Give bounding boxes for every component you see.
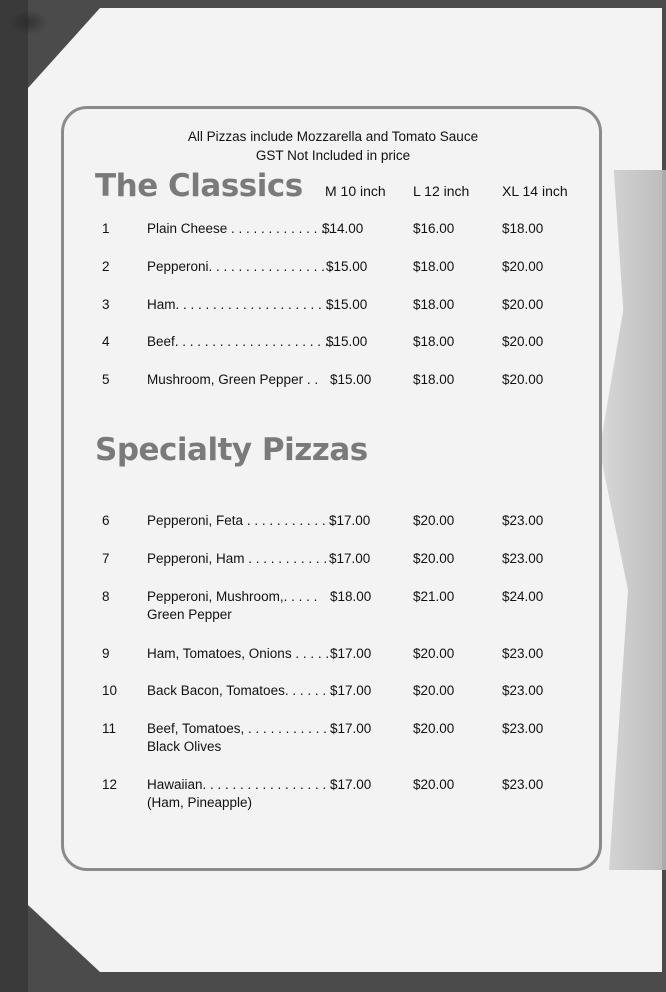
item-name: Mushroom, Green Pepper . .: [147, 372, 319, 387]
item-number: 2: [102, 259, 110, 274]
price-large: $18.00: [413, 334, 455, 349]
price-xlarge: $23.00: [502, 646, 544, 661]
price-medium: $17.00: [330, 683, 372, 698]
item-number: 5: [102, 372, 110, 387]
price-large: $20.00: [413, 683, 455, 698]
price-xlarge: $20.00: [502, 297, 544, 312]
item-number: 3: [102, 297, 110, 312]
size-header-xlarge: XL 14 inch: [502, 183, 568, 199]
item-name: Back Bacon, Tomatoes. . . . . . .: [147, 683, 334, 698]
price-xlarge: $23.00: [502, 777, 544, 792]
price-xlarge: $24.00: [502, 589, 544, 604]
price-large: $21.00: [413, 589, 455, 604]
price-medium: $17.00: [330, 777, 372, 792]
price-medium: $17.00: [330, 646, 372, 661]
specialty-title: Specialty Pizzas: [95, 432, 368, 468]
price-xlarge: $20.00: [502, 259, 544, 274]
price-large: $16.00: [413, 221, 455, 236]
price-xlarge: $20.00: [502, 334, 544, 349]
item-name: Pepperoni, Mushroom,. . . . .: [147, 589, 318, 604]
header-note-mozzarella: All Pizzas include Mozzarella and Tomato Sauce: [187, 129, 479, 144]
header-note-gst: GST Not Included in price: [255, 148, 411, 163]
price-xlarge: $23.00: [502, 683, 544, 698]
price-large: $20.00: [413, 513, 455, 528]
item-name: Pepperoni. . . . . . . . . . . . . . . . .: [147, 259, 333, 274]
price-large: $18.00: [413, 297, 455, 312]
item-number: 6: [102, 513, 110, 528]
price-xlarge: $23.00: [502, 551, 544, 566]
price-xlarge: $20.00: [502, 372, 544, 387]
item-name: Beef, Tomatoes, . . . . . . . . . . . .: [147, 721, 335, 736]
price-medium: $15.00: [326, 259, 368, 274]
price-medium: $17.00: [330, 721, 372, 736]
item-number: 11: [102, 721, 117, 736]
size-header-medium: M 10 inch: [325, 183, 386, 199]
item-name: Ham, Tomatoes, Onions . . . . .: [147, 646, 330, 661]
price-large: $20.00: [413, 551, 455, 566]
price-large: $20.00: [413, 721, 455, 736]
item-number: 7: [102, 551, 110, 566]
item-number: 12: [102, 777, 118, 792]
price-xlarge: $18.00: [502, 221, 544, 236]
item-name: Plain Cheese . . . . . . . . . . . . . .: [147, 221, 333, 236]
price-large: $20.00: [413, 777, 455, 792]
classics-title: The Classics: [95, 168, 303, 204]
item-number: 1: [102, 221, 110, 236]
item-name: Ham. . . . . . . . . . . . . . . . . . . . . .: [147, 297, 337, 312]
item-name: Pepperoni, Ham . . . . . . . . . . .: [147, 551, 328, 566]
price-medium: $15.00: [326, 297, 368, 312]
price-large: $20.00: [413, 646, 455, 661]
price-medium: $18.00: [330, 589, 372, 604]
price-large: $18.00: [413, 259, 455, 274]
item-name-continued: Black Olives: [147, 739, 222, 754]
item-name-continued: (Ham, Pineapple): [147, 795, 253, 810]
price-medium: $15.00: [330, 372, 372, 387]
price-xlarge: $23.00: [502, 513, 544, 528]
scan-smudge: [8, 10, 48, 35]
item-number: 10: [102, 683, 118, 698]
price-medium: $17.00: [329, 551, 371, 566]
price-medium: $14.00: [322, 221, 364, 236]
item-name-continued: Green Pepper: [147, 607, 232, 622]
price-medium: $15.00: [326, 334, 368, 349]
item-name: Pepperoni, Feta . . . . . . . . . . . .: [147, 513, 334, 528]
item-number: 9: [102, 646, 110, 661]
price-large: $18.00: [413, 372, 455, 387]
item-number: 4: [102, 334, 110, 349]
item-name: Beef. . . . . . . . . . . . . . . . . . . . . .: [147, 334, 337, 349]
item-number: 8: [102, 589, 110, 604]
price-medium: $17.00: [329, 513, 371, 528]
price-xlarge: $23.00: [502, 721, 544, 736]
size-header-large: L 12 inch: [413, 183, 470, 199]
item-name: Hawaiian. . . . . . . . . . . . . . . . . . .: [147, 777, 342, 792]
